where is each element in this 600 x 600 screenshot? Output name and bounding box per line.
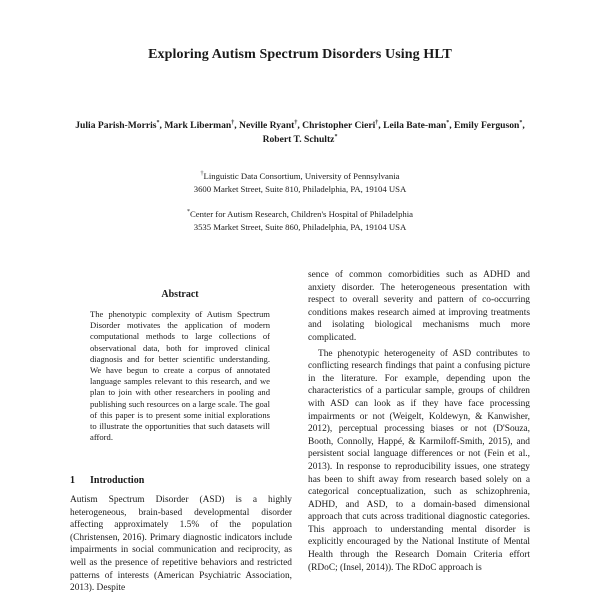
- author-name: Christopher Cieri: [302, 120, 376, 131]
- paper-title: Exploring Autism Spectrum Disorders Using HLT: [148, 47, 452, 62]
- author-name: Leila Bate-man: [383, 120, 447, 131]
- affiliation-mark: †: [375, 119, 379, 126]
- affiliation-mark: †: [294, 119, 298, 126]
- affiliation-car: [0, 208, 600, 234]
- author-name: Neville Ryant: [239, 120, 295, 131]
- affiliation-mark: *: [186, 209, 190, 216]
- intro-paragraph: [70, 494, 292, 595]
- affiliation-address: 3600 Market Street, Suite 810, Philadelphia, PA, 19104 USA: [193, 184, 407, 194]
- affiliation-mark: *: [156, 119, 160, 126]
- author-name: Emily Ferguson: [454, 120, 520, 131]
- section-title: Introduction: [90, 475, 145, 486]
- intro-text: Autism Spectrum Disorder (ASD) is a highly heterogeneous, brain-based developmental disorder affecting approximately 1.5% of the population (Christensen, 2016). Primary diagnostic indicators include impairments in social communication and reciprocity, as well as the presence of repetitive behaviors and restricted patterns of interests (American Psychiatric Association, 2013). Despite: [70, 495, 292, 594]
- author-name: Robert T. Schultz: [262, 134, 335, 145]
- right-column: [308, 269, 530, 574]
- author-name: Mark Liberman: [164, 120, 232, 131]
- affiliation-name: Linguistic Data Consortium, University of Pennsylvania: [203, 171, 400, 181]
- affiliation-name: Center for Autism Research, Children's Hospital of Philadelphia: [189, 209, 414, 219]
- affiliation-mark: *: [334, 133, 338, 140]
- section-heading: [70, 475, 290, 486]
- section-number: 1: [70, 475, 75, 486]
- affiliation-mark: †: [200, 171, 204, 178]
- abstract-text: The phenotypic complexity of Autism Spectrum Disorder motivates the application of modern computational methods to large collections of observational data, both for improved clinical diagnosis and for better scientific understanding. We have begun to create a corpus of annotated language samples relevant to this research, and we plan to join with other researchers in pooling and publishing such resources on a large scale. The goal of this paper is to present some initial explorations to illustrate the opportunities that such datasets will afford.: [90, 309, 270, 443]
- affiliation-address: 3535 Market Street, Suite 860, Philadelphia, PA, 19104 USA: [193, 222, 407, 232]
- body-paragraph: The phenotypic heterogeneity of ASD contributes to conflicting research findings that paint a confusing picture in the literature. For example, depending upon the characteristics of a particular sample, groups of children with ASD can look as if they have face processing impairments or not (Weigelt, Koldewyn, & Kanwisher, 2012), perceptual processing biases or not (D'Souza, Booth, Connolly, Happé, & Karmiloff-Smith, 2015), and persistent social language differences or not (Fein et al., 2013). In response to reproducibility issues, one strategy has been to shift away from research based solely on a categorical conceptualization, such as schizophrenia, ADHD, and ASD, to a domain-based dimensional approach that cuts across traditional diagnostic categories. This approach to understanding mental disorder is explicitly encouraged by the National Institute of Mental Health through the Research Domain Criteria effort (RDoC; (Insel, 2014)). The RDoC approach is: [308, 348, 530, 573]
- author-list: Julia Parish-Morris*, Mark Liberman†, Neville Ryant†, Christopher Cieri†, Leila Bate-man*, Emily Ferguson*, Robert T. Schultz*: [75, 119, 525, 145]
- affiliation-mark: *: [446, 119, 450, 126]
- abstract-heading: Abstract: [161, 289, 199, 300]
- author-name: Julia Parish-Morris: [75, 120, 157, 131]
- affiliation-ldc: [0, 170, 600, 196]
- affiliation-mark: †: [231, 119, 235, 126]
- affiliation-mark: *: [519, 119, 523, 126]
- body-paragraph: sence of common comorbidities such as ADHD and anxiety disorder. The heterogeneous presentation with respect to overall severity and pattern of co-occurring conditions makes research aimed at improving treatments and isolating biological mechanisms much more complicated.: [308, 270, 530, 343]
